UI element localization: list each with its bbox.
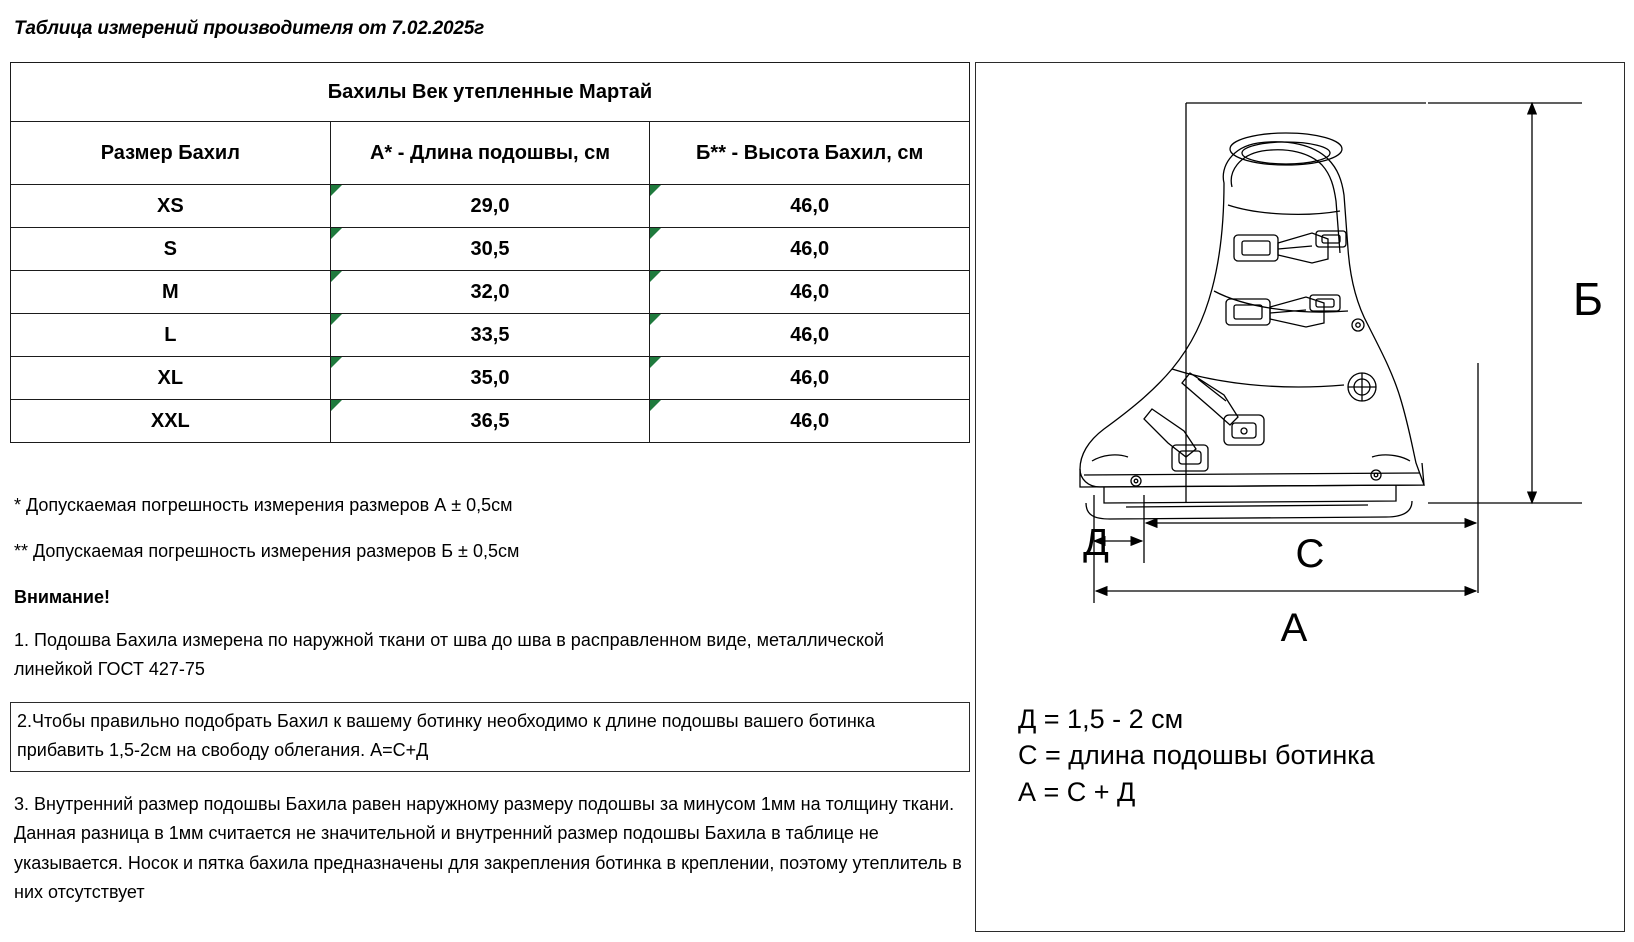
table-header-row	[11, 122, 970, 185]
size-table-panel	[10, 62, 970, 443]
comment-flag-icon	[331, 357, 342, 368]
comment-flag-icon	[650, 271, 661, 282]
comment-flag-icon	[650, 357, 661, 368]
cell-size: S	[11, 228, 331, 271]
cell-height	[650, 357, 970, 400]
size-table	[10, 62, 970, 443]
note-attention: Внимание!	[14, 586, 110, 607]
note-tolerance-b: ** Допускаемая погрешность измерения размеров Б ± 0,5см	[14, 540, 520, 561]
cell-size: XXL	[11, 400, 331, 443]
page-title: Таблица измерений производителя от 7.02.2025г	[14, 18, 485, 39]
table-row	[11, 357, 970, 400]
cell-sole-length-value: 36,5	[470, 409, 510, 432]
legend-line-a: А = С + Д	[1018, 776, 1136, 807]
cell-height	[650, 314, 970, 357]
table-caption-row	[11, 63, 970, 122]
header-height: Б** - Высота Бахил, см	[650, 122, 970, 185]
cell-height	[650, 228, 970, 271]
comment-flag-icon	[331, 314, 342, 325]
note-3: 3. Внутренний размер подошвы Бахила равен наружному размеру подошвы за минусом 1мм на толщину ткани. Данная разница в 1мм считается не значительной и внутренний размер подошвы Бахила в таблице не указывается. Носок и пятка бахила предназначены для закрепления ботинка в креплении, поэтому утеплитель в них отсутствует	[14, 794, 962, 902]
cell-sole-length	[330, 271, 650, 314]
cell-height-value: 46,0	[790, 323, 830, 346]
legend-line-d: Д = 1,5 - 2 см	[1018, 704, 1184, 734]
comment-flag-icon	[331, 400, 342, 411]
legend-line-c: С = длина подошвы ботинка	[1018, 740, 1375, 771]
cell-height	[650, 271, 970, 314]
header-sole-length: А* - Длина подошвы, см	[330, 122, 650, 185]
cell-sole-length-value: 35,0	[470, 366, 510, 389]
diagram-panel	[975, 62, 1625, 932]
table-row	[11, 400, 970, 443]
note-2: 2.Чтобы правильно подобрать Бахил к вашему ботинку необходимо к длине подошвы вашего ботинка прибавить 1,5-2см на свободу облегания. А=С+Д	[10, 702, 970, 772]
cell-sole-length	[330, 228, 650, 271]
notes-section	[10, 492, 970, 925]
table-row	[11, 228, 970, 271]
label-dim-d: Д	[1083, 522, 1109, 564]
cell-size: L	[11, 314, 331, 357]
cell-size: XS	[11, 185, 331, 228]
cell-height-value: 46,0	[790, 409, 830, 432]
table-row	[11, 185, 970, 228]
cell-height-value: 46,0	[790, 280, 830, 303]
cell-height-value: 46,0	[790, 194, 830, 217]
cell-height-value: 46,0	[790, 366, 830, 389]
comment-flag-icon	[650, 185, 661, 196]
label-height-b: Б	[1572, 273, 1604, 325]
cell-sole-length-value: 30,5	[470, 237, 510, 260]
cell-sole-length-value: 33,5	[470, 323, 510, 346]
comment-flag-icon	[331, 185, 342, 196]
cell-height	[650, 400, 970, 443]
note-tolerance-a: * Допускаемая погрешность измерения размеров А ± 0,5см	[14, 495, 513, 515]
header-size: Размер Бахил	[11, 122, 331, 185]
cell-sole-length	[330, 314, 650, 357]
label-dim-c: С	[1295, 532, 1325, 576]
table-row	[11, 314, 970, 357]
diagram-legend	[1018, 701, 1375, 810]
comment-flag-icon	[650, 400, 661, 411]
comment-flag-icon	[331, 271, 342, 282]
comment-flag-icon	[650, 228, 661, 239]
cell-sole-length	[330, 357, 650, 400]
note-1: 1. Подошва Бахила измерена по наружной ткани от шва до шва в расправленном виде, металлической линейкой ГОСТ 427-75	[14, 629, 885, 679]
comment-flag-icon	[331, 228, 342, 239]
cell-sole-length-value: 29,0	[470, 194, 510, 217]
table-row	[11, 271, 970, 314]
cell-sole-length	[330, 400, 650, 443]
comment-flag-icon	[650, 314, 661, 325]
cell-size: XL	[11, 357, 331, 400]
table-caption: Бахилы Век утепленные Мартай	[11, 63, 970, 122]
cell-size: M	[11, 271, 331, 314]
cell-sole-length-value: 32,0	[470, 280, 510, 303]
cell-height-value: 46,0	[790, 237, 830, 260]
cell-height	[650, 185, 970, 228]
label-dim-a: А	[1280, 606, 1308, 650]
cell-sole-length	[330, 185, 650, 228]
